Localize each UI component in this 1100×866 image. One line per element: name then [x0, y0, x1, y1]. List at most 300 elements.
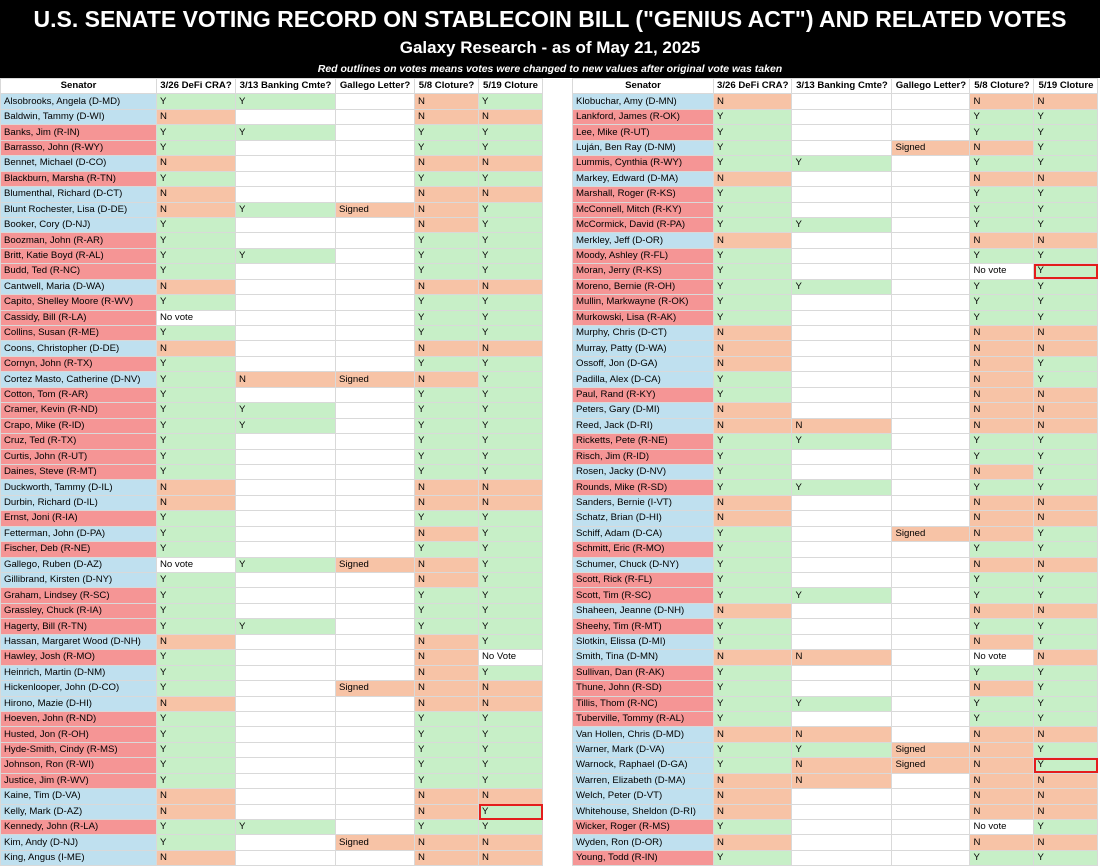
vote-cell-gallego-letter	[892, 650, 970, 665]
senator-name-cell: Sanders, Bernie (I-VT)	[573, 495, 714, 510]
vote-cell-banking-cmte	[792, 372, 892, 387]
table-row	[573, 464, 1098, 479]
table-body	[1, 94, 543, 866]
senator-name-cell: McCormick, David (R-PA)	[573, 217, 714, 232]
senator-name-cell: Boozman, John (R-AR)	[1, 233, 157, 248]
senator-name-cell: Marshall, Roger (R-KS)	[573, 187, 714, 202]
vote-cell-cloture-5-19: Y	[479, 171, 543, 186]
senator-name-cell: Bennet, Michael (D-CO)	[1, 156, 157, 171]
vote-cell-gallego-letter	[336, 94, 415, 109]
vote-cell-cloture-5-8: Y	[415, 125, 479, 140]
vote-cell-cloture-5-8: Y	[415, 418, 479, 433]
vote-cell-defi-cra: Y	[157, 140, 236, 155]
vote-cell-gallego-letter	[892, 248, 970, 263]
senator-name-cell: Fischer, Deb (R-NE)	[1, 542, 157, 557]
table-row	[1, 495, 543, 510]
vote-cell-cloture-5-19: Y	[479, 573, 543, 588]
table-row	[573, 742, 1098, 757]
vote-cell-banking-cmte	[236, 480, 336, 495]
vote-cell-banking-cmte	[792, 542, 892, 557]
vote-cell-banking-cmte	[236, 526, 336, 541]
vote-cell-cloture-5-19: Y	[479, 125, 543, 140]
vote-cell-cloture-5-19: N	[479, 341, 543, 356]
senator-name-cell: Warren, Elizabeth (D-MA)	[573, 773, 714, 788]
vote-cell-gallego-letter	[892, 217, 970, 232]
vote-cell-cloture-5-8: N	[970, 387, 1034, 402]
vote-cell-cloture-5-8: N	[970, 835, 1034, 850]
vote-cell-defi-cra: Y	[714, 619, 792, 634]
vote-cell-gallego-letter	[336, 140, 415, 155]
vote-cell-cloture-5-19: Y	[479, 372, 543, 387]
vote-cell-cloture-5-19: Y	[479, 418, 543, 433]
table-row	[573, 248, 1098, 263]
vote-cell-defi-cra: Y	[714, 310, 792, 325]
vote-cell-banking-cmte	[792, 804, 892, 819]
vote-cell-banking-cmte: Y	[792, 696, 892, 711]
senator-name-cell: Hyde-Smith, Cindy (R-MS)	[1, 742, 157, 757]
vote-cell-defi-cra: Y	[714, 217, 792, 232]
senator-name-cell: Murkowski, Lisa (R-AK)	[573, 310, 714, 325]
vote-cell-gallego-letter	[892, 125, 970, 140]
vote-cell-cloture-5-8: N	[970, 341, 1034, 356]
vote-cell-banking-cmte	[236, 310, 336, 325]
vote-cell-gallego-letter	[336, 526, 415, 541]
vote-cell-cloture-5-8: N	[415, 696, 479, 711]
vote-cell-cloture-5-19: Y	[1034, 850, 1098, 865]
vote-cell-gallego-letter	[336, 264, 415, 279]
vote-cell-defi-cra: N	[714, 835, 792, 850]
vote-cell-cloture-5-19: Y	[479, 634, 543, 649]
vote-cell-cloture-5-8: Y	[415, 233, 479, 248]
table-row	[1, 403, 543, 418]
table-row	[573, 480, 1098, 495]
table-row	[1, 295, 543, 310]
vote-cell-banking-cmte	[236, 341, 336, 356]
senator-name-cell: Sheehy, Tim (R-MT)	[573, 619, 714, 634]
vote-cell-cloture-5-8: N	[970, 789, 1034, 804]
vote-cell-cloture-5-8: Y	[415, 603, 479, 618]
table-row	[573, 495, 1098, 510]
vote-cell-defi-cra: Y	[157, 711, 236, 726]
senator-name-cell: Scott, Tim (R-SC)	[573, 588, 714, 603]
vote-cell-defi-cra: N	[157, 109, 236, 124]
vote-cell-defi-cra: N	[157, 634, 236, 649]
vote-cell-gallego-letter	[336, 341, 415, 356]
vote-cell-banking-cmte	[236, 326, 336, 341]
vote-cell-gallego-letter	[892, 804, 970, 819]
vote-cell-defi-cra: Y	[157, 171, 236, 186]
senator-name-cell: Husted, Jon (R-OH)	[1, 727, 157, 742]
vote-cell-defi-cra: N	[714, 326, 792, 341]
table-row	[573, 326, 1098, 341]
senator-name-cell: Capito, Shelley Moore (R-WV)	[1, 295, 157, 310]
vote-cell-gallego-letter: Signed	[892, 140, 970, 155]
table-row	[1, 742, 543, 757]
vote-cell-gallego-letter	[892, 588, 970, 603]
vote-cell-cloture-5-19: N	[479, 156, 543, 171]
vote-cell-banking-cmte	[792, 603, 892, 618]
vote-cell-defi-cra: N	[157, 696, 236, 711]
senator-name-cell: Moreno, Bernie (R-OH)	[573, 279, 714, 294]
table-row	[573, 187, 1098, 202]
table-row	[573, 171, 1098, 186]
table-row	[1, 464, 543, 479]
vote-cell-cloture-5-8: Y	[970, 588, 1034, 603]
col-header-senator: Senator	[573, 79, 714, 94]
vote-cell-cloture-5-19: Y	[1034, 634, 1098, 649]
vote-cell-gallego-letter	[892, 233, 970, 248]
vote-cell-cloture-5-19: Y	[1034, 434, 1098, 449]
vote-cell-cloture-5-19: Y	[1034, 758, 1098, 773]
senator-name-cell: Gallego, Ruben (D-AZ)	[1, 557, 157, 572]
vote-cell-cloture-5-8: N	[415, 526, 479, 541]
vote-cell-cloture-5-19: Y	[479, 758, 543, 773]
vote-cell-banking-cmte	[236, 789, 336, 804]
table-row	[1, 665, 543, 680]
vote-cell-defi-cra: Y	[157, 418, 236, 433]
table-row	[1, 588, 543, 603]
vote-cell-cloture-5-8: N	[415, 789, 479, 804]
vote-cell-cloture-5-19: Y	[1034, 140, 1098, 155]
table-row	[1, 387, 543, 402]
vote-cell-cloture-5-19: Y	[479, 387, 543, 402]
vote-cell-cloture-5-8: N	[415, 650, 479, 665]
vote-cell-cloture-5-19: Y	[1034, 109, 1098, 124]
vote-cell-banking-cmte	[236, 665, 336, 680]
vote-cell-gallego-letter	[892, 202, 970, 217]
table-row	[573, 356, 1098, 371]
vote-cell-cloture-5-19: Y	[479, 526, 543, 541]
vote-cell-banking-cmte	[792, 233, 892, 248]
vote-cell-gallego-letter	[892, 326, 970, 341]
senator-name-cell: Wicker, Roger (R-MS)	[573, 820, 714, 835]
vote-cell-cloture-5-8: Y	[970, 434, 1034, 449]
vote-cell-gallego-letter	[892, 511, 970, 526]
vote-cell-cloture-5-19: Y	[479, 295, 543, 310]
vote-cell-gallego-letter	[336, 850, 415, 865]
vote-cell-gallego-letter	[892, 480, 970, 495]
vote-cell-defi-cra: N	[157, 202, 236, 217]
vote-cell-banking-cmte: Y	[792, 742, 892, 757]
vote-cell-banking-cmte: Y	[792, 480, 892, 495]
vote-cell-cloture-5-19: Y	[1034, 264, 1098, 279]
vote-cell-cloture-5-19: Y	[479, 233, 543, 248]
col-header-cloture-5-19: 5/19 Cloture	[1034, 79, 1098, 94]
vote-cell-gallego-letter	[336, 480, 415, 495]
senator-name-cell: Schiff, Adam (D-CA)	[573, 526, 714, 541]
vote-cell-cloture-5-19: N	[1034, 94, 1098, 109]
col-header-banking-cmte: 3/13 Banking Cmte?	[792, 79, 892, 94]
vote-cell-cloture-5-8: N	[415, 681, 479, 696]
vote-cell-cloture-5-8: Y	[415, 820, 479, 835]
table-row	[1, 804, 543, 819]
vote-cell-defi-cra: N	[714, 603, 792, 618]
vote-cell-cloture-5-19: N	[1034, 418, 1098, 433]
table-row	[573, 264, 1098, 279]
vote-cell-defi-cra: Y	[157, 573, 236, 588]
vote-cell-cloture-5-8: N	[970, 495, 1034, 510]
vote-cell-cloture-5-19: Y	[479, 619, 543, 634]
vote-cell-banking-cmte	[792, 665, 892, 680]
vote-cell-cloture-5-19: N	[479, 835, 543, 850]
senator-name-cell: Hawley, Josh (R-MO)	[1, 650, 157, 665]
senator-name-cell: Moody, Ashley (R-FL)	[573, 248, 714, 263]
vote-cell-defi-cra: Y	[157, 588, 236, 603]
vote-cell-cloture-5-8: N	[970, 773, 1034, 788]
col-header-cloture-5-19: 5/19 Cloture	[479, 79, 543, 94]
vote-cell-banking-cmte: N	[792, 727, 892, 742]
senator-name-cell: Rounds, Mike (R-SD)	[573, 480, 714, 495]
vote-cell-defi-cra: N	[157, 187, 236, 202]
senator-name-cell: Budd, Ted (R-NC)	[1, 264, 157, 279]
table-row	[573, 603, 1098, 618]
vote-cell-cloture-5-8: N	[415, 665, 479, 680]
vote-cell-gallego-letter	[336, 773, 415, 788]
vote-cell-defi-cra: Y	[714, 681, 792, 696]
vote-cell-defi-cra: No vote	[157, 557, 236, 572]
vote-cell-gallego-letter	[892, 835, 970, 850]
vote-cell-cloture-5-19: Y	[479, 603, 543, 618]
vote-cell-defi-cra: Y	[714, 542, 792, 557]
vote-cell-defi-cra: Y	[714, 125, 792, 140]
vote-cell-cloture-5-8: Y	[415, 464, 479, 479]
vote-cell-gallego-letter: Signed	[336, 202, 415, 217]
table-row	[1, 711, 543, 726]
vote-cell-defi-cra: Y	[157, 94, 236, 109]
senator-name-cell: Cramer, Kevin (R-ND)	[1, 403, 157, 418]
vote-cell-gallego-letter	[892, 356, 970, 371]
vote-cell-cloture-5-19: N	[1034, 511, 1098, 526]
vote-cell-banking-cmte	[792, 711, 892, 726]
vote-cell-banking-cmte	[236, 495, 336, 510]
vote-cell-cloture-5-8: N	[415, 202, 479, 217]
vote-cell-gallego-letter	[892, 403, 970, 418]
vote-cell-banking-cmte	[236, 634, 336, 649]
vote-cell-gallego-letter: Signed	[892, 758, 970, 773]
table-row	[1, 773, 543, 788]
vote-cell-cloture-5-8: Y	[970, 619, 1034, 634]
vote-cell-gallego-letter: Signed	[336, 557, 415, 572]
senator-name-cell: Markey, Edward (D-MA)	[573, 171, 714, 186]
vote-cell-gallego-letter	[892, 542, 970, 557]
vote-cell-banking-cmte	[792, 557, 892, 572]
vote-cell-defi-cra: Y	[157, 449, 236, 464]
vote-cell-defi-cra: Y	[714, 387, 792, 402]
vote-cell-cloture-5-19: Y	[479, 820, 543, 835]
vote-cell-gallego-letter	[336, 248, 415, 263]
vote-cell-cloture-5-19: Y	[1034, 711, 1098, 726]
vote-cell-defi-cra: Y	[157, 387, 236, 402]
vote-cell-cloture-5-8: N	[970, 418, 1034, 433]
vote-cell-cloture-5-19: N	[1034, 789, 1098, 804]
vote-cell-defi-cra: Y	[157, 727, 236, 742]
vote-cell-cloture-5-8: Y	[970, 480, 1034, 495]
vote-cell-gallego-letter	[892, 156, 970, 171]
table-row	[573, 573, 1098, 588]
vote-cell-cloture-5-8: No vote	[970, 264, 1034, 279]
vote-cell-banking-cmte: Y	[236, 94, 336, 109]
vote-cell-gallego-letter	[336, 156, 415, 171]
vote-cell-cloture-5-19: Y	[1034, 248, 1098, 263]
vote-cell-defi-cra: Y	[157, 773, 236, 788]
table-row	[1, 326, 543, 341]
vote-cell-cloture-5-19: Y	[479, 434, 543, 449]
vote-cell-gallego-letter	[892, 603, 970, 618]
senator-name-cell: Coons, Christopher (D-DE)	[1, 341, 157, 356]
vote-cell-gallego-letter	[892, 109, 970, 124]
senator-name-cell: Hickenlooper, John (D-CO)	[1, 681, 157, 696]
vote-cell-defi-cra: N	[714, 727, 792, 742]
vote-cell-banking-cmte: Y	[792, 588, 892, 603]
vote-cell-defi-cra: Y	[714, 187, 792, 202]
vote-cell-cloture-5-19: Y	[479, 557, 543, 572]
vote-cell-banking-cmte	[792, 619, 892, 634]
vote-cell-cloture-5-8: N	[970, 557, 1034, 572]
vote-cell-cloture-5-8: N	[970, 464, 1034, 479]
vote-cell-defi-cra: N	[157, 341, 236, 356]
vote-cell-cloture-5-8: Y	[970, 156, 1034, 171]
vote-cell-cloture-5-8: Y	[970, 279, 1034, 294]
table-row	[573, 526, 1098, 541]
vote-cell-cloture-5-19: N	[479, 480, 543, 495]
vote-cell-banking-cmte	[236, 511, 336, 526]
vote-cell-defi-cra: N	[714, 789, 792, 804]
vote-cell-gallego-letter	[892, 418, 970, 433]
vote-cell-gallego-letter	[336, 387, 415, 402]
vote-cell-cloture-5-19: N	[1034, 233, 1098, 248]
vote-cell-cloture-5-8: Y	[970, 248, 1034, 263]
table-row	[573, 140, 1098, 155]
vote-cell-defi-cra: N	[157, 279, 236, 294]
vote-cell-cloture-5-19: Y	[479, 310, 543, 325]
vote-cell-cloture-5-8: N	[415, 804, 479, 819]
table-row	[573, 449, 1098, 464]
table-row	[1, 341, 543, 356]
vote-cell-banking-cmte	[792, 835, 892, 850]
vote-cell-gallego-letter	[336, 449, 415, 464]
table-row	[1, 279, 543, 294]
vote-cell-cloture-5-8: Y	[970, 850, 1034, 865]
vote-cell-cloture-5-8: N	[415, 217, 479, 232]
table-row	[1, 171, 543, 186]
vote-cell-cloture-5-8: N	[415, 279, 479, 294]
vote-cell-cloture-5-8: N	[415, 94, 479, 109]
vote-cell-cloture-5-8: Y	[415, 171, 479, 186]
senator-name-cell: Young, Todd (R-IN)	[573, 850, 714, 865]
senator-name-cell: Welch, Peter (D-VT)	[573, 789, 714, 804]
senator-name-cell: Crapo, Mike (R-ID)	[1, 418, 157, 433]
table-row	[1, 310, 543, 325]
vote-cell-defi-cra: Y	[714, 820, 792, 835]
col-header-senator: Senator	[1, 79, 157, 94]
vote-cell-banking-cmte	[792, 495, 892, 510]
vote-cell-cloture-5-8: Y	[415, 619, 479, 634]
vote-cell-gallego-letter	[892, 619, 970, 634]
vote-cell-banking-cmte: Y	[236, 418, 336, 433]
vote-cell-cloture-5-19: N	[479, 279, 543, 294]
senator-name-cell: Grassley, Chuck (R-IA)	[1, 603, 157, 618]
vote-cell-gallego-letter	[892, 187, 970, 202]
vote-cell-defi-cra: N	[714, 495, 792, 510]
senator-name-cell: Cruz, Ted (R-TX)	[1, 434, 157, 449]
senator-name-cell: Kim, Andy (D-NJ)	[1, 835, 157, 850]
vote-cell-cloture-5-8: N	[970, 634, 1034, 649]
vote-cell-defi-cra: Y	[157, 511, 236, 526]
vote-cell-gallego-letter	[336, 603, 415, 618]
vote-cell-cloture-5-19: N	[1034, 804, 1098, 819]
vote-cell-banking-cmte	[236, 140, 336, 155]
vote-cell-cloture-5-19: Y	[479, 804, 543, 819]
vote-cell-cloture-5-19: Y	[1034, 696, 1098, 711]
table-row	[1, 634, 543, 649]
senator-name-cell: Curtis, John (R-UT)	[1, 449, 157, 464]
vote-cell-banking-cmte	[236, 681, 336, 696]
vote-cell-defi-cra: Y	[714, 758, 792, 773]
vote-cell-cloture-5-8: Y	[415, 326, 479, 341]
vote-cell-cloture-5-8: N	[415, 557, 479, 572]
vote-cell-defi-cra: Y	[714, 248, 792, 263]
vote-cell-cloture-5-19: N	[479, 109, 543, 124]
table-row	[1, 94, 543, 109]
vote-cell-cloture-5-19: Y	[479, 248, 543, 263]
vote-cell-banking-cmte: Y	[236, 248, 336, 263]
vote-cell-banking-cmte	[236, 696, 336, 711]
table-row	[1, 187, 543, 202]
vote-cell-banking-cmte	[236, 758, 336, 773]
vote-cell-gallego-letter: Signed	[892, 526, 970, 541]
vote-cell-cloture-5-8: N	[415, 187, 479, 202]
senator-name-cell: Britt, Katie Boyd (R-AL)	[1, 248, 157, 263]
vote-cell-gallego-letter	[336, 310, 415, 325]
vote-cell-cloture-5-19: Y	[479, 711, 543, 726]
vote-cell-cloture-5-8: Y	[970, 573, 1034, 588]
vote-cell-cloture-5-19: Y	[479, 464, 543, 479]
vote-cell-defi-cra: Y	[157, 356, 236, 371]
senator-name-cell: Wyden, Ron (D-OR)	[573, 835, 714, 850]
vote-cell-defi-cra: Y	[157, 681, 236, 696]
vote-cell-defi-cra: Y	[157, 665, 236, 680]
vote-cell-banking-cmte	[792, 171, 892, 186]
vote-cell-cloture-5-19: N	[479, 495, 543, 510]
vote-cell-gallego-letter	[892, 850, 970, 865]
vote-cell-banking-cmte	[792, 248, 892, 263]
vote-cell-gallego-letter	[892, 449, 970, 464]
vote-cell-banking-cmte	[792, 634, 892, 649]
vote-cell-banking-cmte	[792, 573, 892, 588]
vote-cell-cloture-5-19: Y	[479, 727, 543, 742]
vote-cell-banking-cmte	[236, 835, 336, 850]
vote-cell-gallego-letter	[336, 464, 415, 479]
vote-cell-banking-cmte	[792, 295, 892, 310]
senator-name-cell: Tillis, Thom (R-NC)	[573, 696, 714, 711]
vote-cell-cloture-5-8: N	[415, 341, 479, 356]
senator-name-cell: Lankford, James (R-OK)	[573, 109, 714, 124]
voting-table-right	[572, 78, 1098, 866]
vote-cell-defi-cra: Y	[157, 248, 236, 263]
table-row	[1, 820, 543, 835]
vote-cell-banking-cmte	[236, 573, 336, 588]
vote-cell-banking-cmte	[236, 171, 336, 186]
table-row	[573, 109, 1098, 124]
vote-cell-banking-cmte: N	[792, 418, 892, 433]
vote-cell-defi-cra: N	[714, 94, 792, 109]
table-row	[1, 526, 543, 541]
vote-cell-cloture-5-8: N	[415, 156, 479, 171]
vote-cell-defi-cra: Y	[157, 650, 236, 665]
vote-cell-defi-cra: Y	[157, 742, 236, 757]
vote-cell-cloture-5-19: N	[479, 187, 543, 202]
vote-cell-gallego-letter	[336, 418, 415, 433]
